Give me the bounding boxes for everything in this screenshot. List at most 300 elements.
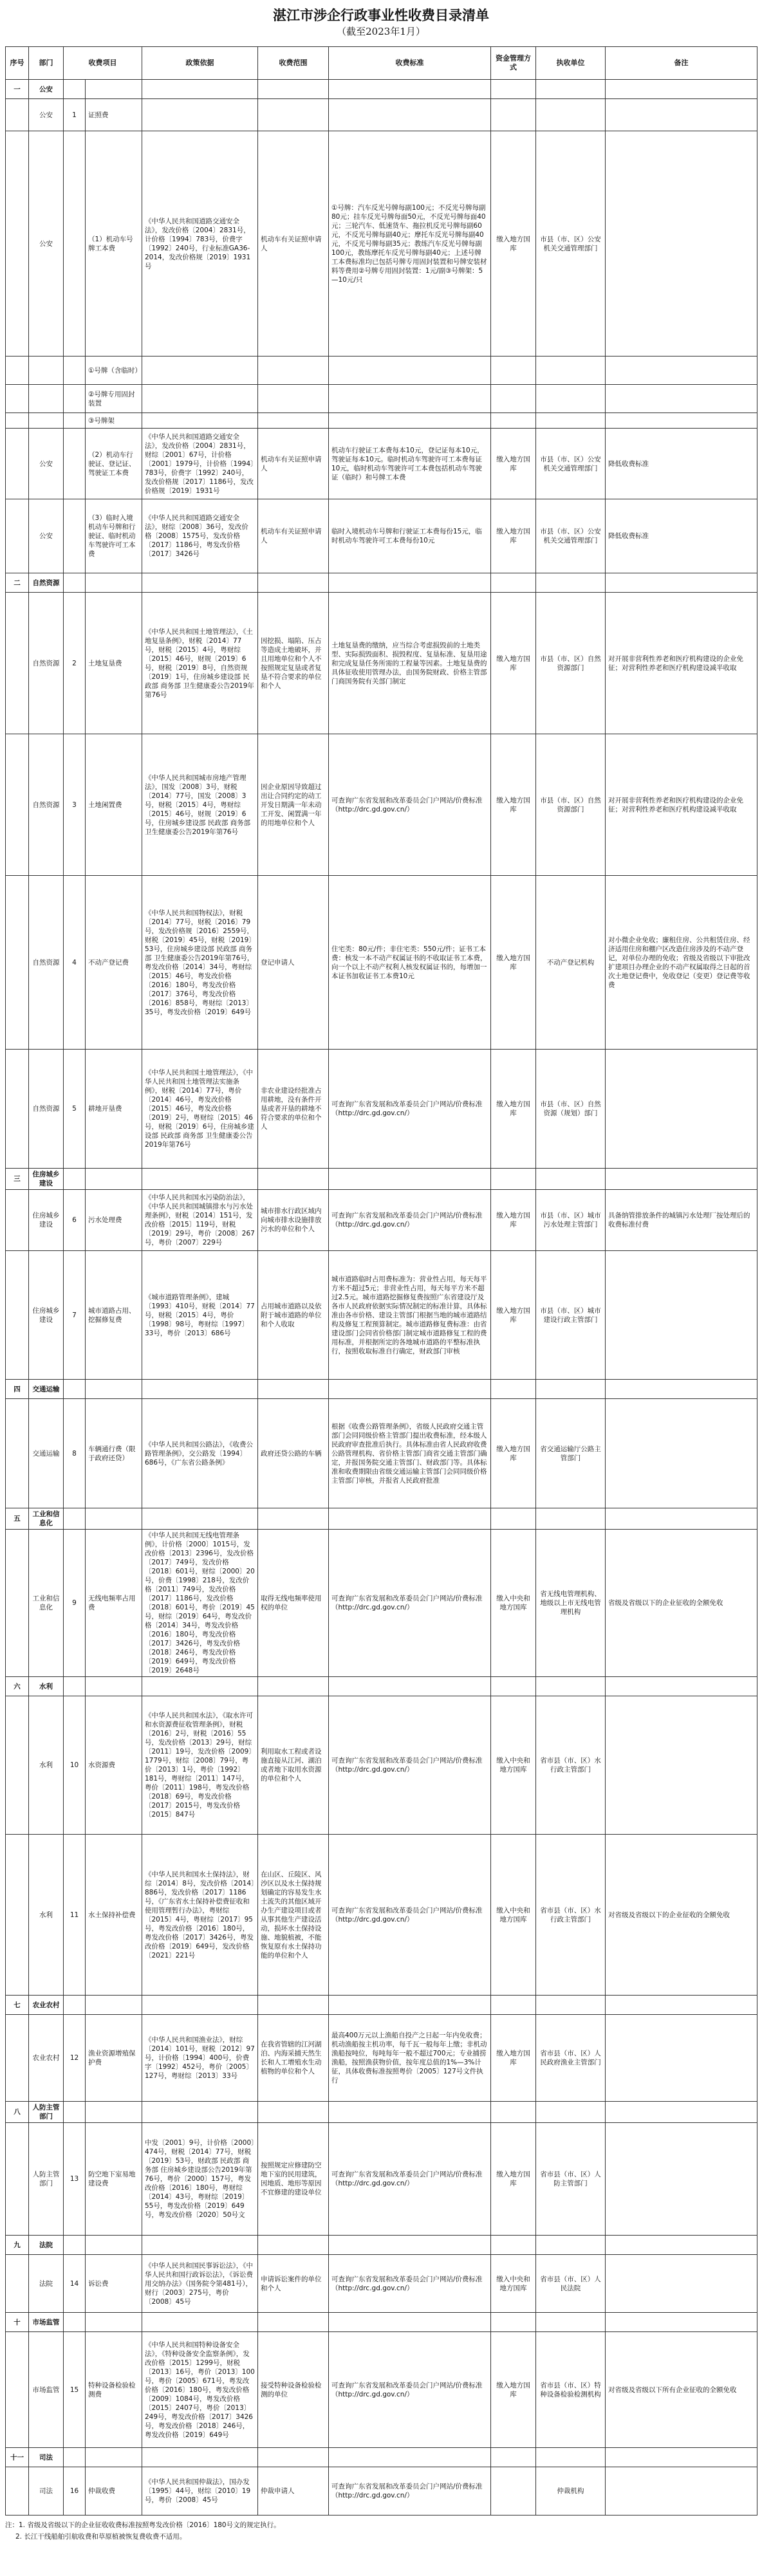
empty-cell	[491, 2236, 536, 2255]
row-no-cell	[6, 734, 29, 876]
table-row	[6, 593, 757, 734]
funds-cell: 缴入地方国库	[491, 1399, 536, 1508]
empty-cell	[536, 80, 606, 99]
empty-cell	[536, 573, 606, 593]
section-row	[6, 1169, 757, 1190]
row-no-cell	[6, 2123, 29, 2236]
remark-cell: 降低收费标准	[606, 499, 757, 573]
empty-cell	[142, 2236, 258, 2255]
funds-cell: 缴入地方国库	[491, 2332, 536, 2448]
section-number: 五	[6, 1508, 29, 1530]
unit-cell	[536, 385, 606, 413]
empty-cell	[142, 573, 258, 593]
empty-cell	[491, 80, 536, 99]
empty-cell	[64, 2236, 86, 2255]
standard-cell: 可查询广东省发展和改革委员会门户网站/价费标准（http://drc.gd.gov.cn/）	[329, 1190, 491, 1251]
scope-cell: 利用取水工程或者设施直接从江河、湖泊或者地下取用水资源的单位和个人	[258, 1696, 329, 1835]
dept-cell: 公安	[29, 131, 64, 357]
empty-cell	[536, 2236, 606, 2255]
section-name: 自然资源	[29, 573, 64, 593]
document-subtitle: （截至2023年1月）	[337, 26, 425, 37]
scope-cell: 非农业建设经批准占用耕地，没有条件开垦或者开垦的耕地不符合要求的单位和个人	[258, 1050, 329, 1169]
table-row	[6, 499, 757, 573]
standard-cell: 可查询广东省发展和改革委员会门户网站/价费标准（http://drc.gd.gov.cn/）	[329, 1530, 491, 1677]
empty-cell	[86, 80, 142, 99]
basis-cell	[142, 385, 258, 413]
empty-cell	[258, 1996, 329, 2015]
row-no-cell	[6, 1399, 29, 1508]
scope-cell: 申请诉讼案件的单位和个人	[258, 2255, 329, 2313]
empty-cell	[329, 1996, 491, 2015]
empty-cell	[536, 1508, 606, 1530]
section-row	[6, 1380, 757, 1399]
funds-cell: 缴入地方国库	[491, 876, 536, 1050]
empty-cell	[606, 1996, 757, 2015]
empty-cell	[606, 2102, 757, 2123]
scope-cell: 因挖损、塌陷、压占等造成土地破坏，并且用地单位和个人不按照规定复垦或者复垦不符合要求的单位和个人	[258, 593, 329, 734]
index-cell: 10	[64, 1696, 86, 1835]
standard-cell: 城市道路临时占用费标准为：营业性占用，每天每平方米不超过5元；非营业性占用，每天每平方米不超过2.5元。城市道路挖掘修复费按照广东省建设厅及各市人民政府依据实际情况制定的标准计算，具体标准由各市价格、建设主管部门根据当地的城市道路结构及修复工程预算制定。城市道路修复费标准：由省建设部门会同省价格部门制定城市道路修复工程的费用标准，并根据所定的各地城市道路的平整标准执行，按照收取标准自行确定，财政部门审核	[329, 1251, 491, 1380]
scope-cell: 在山区、丘陵区、风沙区以及水土保持规划确定的容易发生水土流失的其他区域开办生产建设项目或者从事其他生产建设活动，损坏水土保持设施、地貌植被，不能恢复原有水土保持功能的单位和个人	[258, 1835, 329, 1996]
empty-cell	[329, 1169, 491, 1190]
funds-cell: 缴入地方国库	[491, 131, 536, 357]
item-cell: ③号牌架	[86, 413, 142, 429]
empty-cell	[258, 1169, 329, 1190]
funds-cell: 缴入地方国库	[491, 1050, 536, 1169]
empty-cell	[142, 1380, 258, 1399]
table-row	[6, 99, 757, 131]
item-cell: 土地闲置费	[86, 734, 142, 876]
item-cell: 诉讼费	[86, 2255, 142, 2313]
item-cell: ②号牌专用固封装置	[86, 385, 142, 413]
basis-cell: 《中华人民共和国渔业法》，财综〔2014〕101号，财税〔2012〕97号，计价格〔1994〕400号，价费字〔1992〕452号，粤价〔2005〕127号，粤财综〔2013〕33号	[142, 2015, 258, 2102]
scope-cell: 取得无线电频率使用权的单位	[258, 1530, 329, 1677]
index-cell: 7	[64, 1251, 86, 1380]
basis-cell: 《中华人民共和国特种设备安全法》，《特种设备安全监察条例》，发改价格〔2015〕1299号，财税〔2013〕16号，粤价〔2013〕100号，粤价〔2005〕671号，粤发改价格〔2016〕180号，粤发改价格〔2009〕1084号，粤发改价格〔2015〕2407号，粤价〔2013〕249号，粤发改价格〔2017〕3426号，粤发改价格〔2018〕246号，粤发改价格〔2019〕649号	[142, 2332, 258, 2448]
empty-cell	[258, 1380, 329, 1399]
empty-cell	[258, 1508, 329, 1530]
standard-cell: 根据《收费公路管理条例》，省级人民政府交通主管部门会同同级价格主管部门提出收费标准，经本级人民政府审查批准后执行。具体标准由省人民政府收费公路管理机构、省价格主管部门商省交通主管部门确定，并报国务院交通主管部门、财政部门等。具体标准和收费期限由省级交通运输主管部门会同同级价格主管部门审核，并报省人民政府批准	[329, 1399, 491, 1508]
empty-cell	[606, 2448, 757, 2467]
table-row	[6, 385, 757, 413]
scope-cell: 仲裁申请人	[258, 2467, 329, 2516]
remark-cell	[606, 2123, 757, 2236]
basis-cell: 《中华人民共和国水法》，《取水许可和水资源费征收管理条例》，财税〔2016〕2号，财税〔2016〕55号，发改价格〔2013〕29号，财综〔2011〕19号，发改价格〔2009〕1779号，财综〔2008〕79号，粤价〔2013〕1号，粤价〔1992〕181号，粤财综〔2011〕147号，粤价〔2011〕198号，粤发改价格〔2018〕69号，粤发改价格〔2017〕2015号，粤发改价格〔2015〕847号	[142, 1696, 258, 1835]
section-row	[6, 2313, 757, 2332]
basis-cell: 《中华人民共和国公路法》，《收费公路管理条例》，交公路发〔1994〕686号，《广东省公路条例》	[142, 1399, 258, 1508]
dept-cell: 自然资源	[29, 1050, 64, 1169]
empty-cell	[86, 1380, 142, 1399]
item-cell: 特种设备检验检测费	[86, 2332, 142, 2448]
empty-cell	[606, 1508, 757, 1530]
table-row	[6, 1399, 757, 1508]
section-row	[6, 2102, 757, 2123]
standard-cell: 临时入境机动车号牌和行驶证工本费每份15元，临时机动车驾驶许可工本费每份10元	[329, 499, 491, 573]
table-row	[6, 131, 757, 357]
remark-cell: 降低收费标准	[606, 429, 757, 499]
item-cell: 不动产登记费	[86, 876, 142, 1050]
unit-cell: 省交通运输厅公路主管部门	[536, 1399, 606, 1508]
section-row	[6, 573, 757, 593]
standard-cell: 机动车行驶证工本费每本10元，登记证每本10元，驾驶证每本10元。临时机动车驾驶许可工本费每证10元，临时机动车驾驶许可工本费包括机动车驾驶证（临时）和号牌工本费	[329, 429, 491, 499]
empty-cell	[86, 2313, 142, 2332]
empty-cell	[86, 1508, 142, 1530]
funds-cell: 缴入地方国库	[491, 2015, 536, 2102]
index-cell	[64, 429, 86, 499]
unit-cell: 市县（市、区）自然资源部门	[536, 734, 606, 876]
section-name: 农业农村	[29, 1996, 64, 2015]
index-cell	[64, 357, 86, 385]
basis-cell	[142, 357, 258, 385]
document-title: 湛江市涉企行政事业性收费目录清单	[273, 7, 489, 23]
section-number: 二	[6, 573, 29, 593]
table-row	[6, 1696, 757, 1835]
remark-cell	[606, 357, 757, 385]
index-cell: 13	[64, 2123, 86, 2236]
dept-cell: 市场监管	[29, 2332, 64, 2448]
unit-cell: 仲裁机构	[536, 2467, 606, 2516]
standard-cell: 可查询广东省发展和改革委员会门户网站/价费标准（http://drc.gd.gov.cn/）	[329, 2332, 491, 2448]
row-no-cell	[6, 2467, 29, 2516]
row-no-cell	[6, 413, 29, 429]
row-no-cell	[6, 593, 29, 734]
basis-cell: 《中华人民共和国土地管理法》，《中华人民共和国土地管理法实施条例》，财税〔2014〕77号，粤价〔2014〕46号，粤发改价格〔2015〕46号，粤发改价格〔2019〕2号，粤财综〔2015〕46号，财税〔2019〕6号，住房城乡建设部 民政部 商务部 卫生健康委公告2019年第76号	[142, 1050, 258, 1169]
table-row	[6, 2015, 757, 2102]
row-no-cell	[6, 499, 29, 573]
unit-cell: 市县（市、区）公安机关交通管理部门	[536, 131, 606, 357]
dept-cell	[29, 413, 64, 429]
header-funds: 资金管理方式	[491, 47, 536, 80]
empty-cell	[86, 1169, 142, 1190]
row-no-cell	[6, 357, 29, 385]
empty-cell	[64, 80, 86, 99]
section-row	[6, 1508, 757, 1530]
empty-cell	[142, 2102, 258, 2123]
unit-cell: 省市县（市、区）特种设备检验检测机构	[536, 2332, 606, 2448]
empty-cell	[606, 80, 757, 99]
unit-cell: 省市县（市、区）人民法院	[536, 2255, 606, 2313]
empty-cell	[64, 1677, 86, 1696]
basis-cell: 《中华人民共和国道路交通安全法》，发改价格〔2004〕2831号，计价格〔1994〕783号，价费字〔1992〕240号，行业标准GA36-2014，发改价格规〔2019〕1931号	[142, 131, 258, 357]
remark-cell	[606, 131, 757, 357]
item-cell: ①号牌（含临时）	[86, 357, 142, 385]
standard-cell: 住宅类：80元/件；非住宅类：550元/件；证书工本费：核发一本不动产权属证书的不收取证书工本费，向一个以上不动产权利人核发权属证书的，每增加一本证书加收证书工本费10元	[329, 876, 491, 1050]
header-unit: 执收单位	[536, 47, 606, 80]
basis-cell: 中发〔2001〕9号，计价格〔2000〕474号，财税〔2014〕77号，财税〔2019〕53号，财政部 民政部 商务部 住房城乡建设部公告2019年第76号，粤价〔2000〕157号，粤发改价格〔2016〕180号，粤财综〔2014〕43号，粤财综〔2019〕55号，粤发改价格〔2019〕649号，粤发改价格〔2020〕50号文	[142, 2123, 258, 2236]
basis-cell: 《中华人民共和国水土保持法》，财综〔2014〕8号，发改价格〔2014〕886号，发改价格〔2017〕1186号，《广东省水土保持补偿费征收和使用管理暂行办法》，粤财综〔2015〕4号，粤财综〔2017〕95号，粤发改价格〔2016〕180号，粤发改价格〔2017〕3426号，粤发改价格〔2019〕649号，发改价格〔2021〕221号	[142, 1835, 258, 1996]
empty-cell	[64, 2102, 86, 2123]
header-standard: 收费标准	[329, 47, 491, 80]
header-remark: 备注	[606, 47, 757, 80]
item-cell: 水土保持补偿费	[86, 1835, 142, 1996]
table-row	[6, 357, 757, 385]
table-row	[6, 876, 757, 1050]
header-no: 序号	[6, 47, 29, 80]
fee-table	[5, 46, 757, 2516]
table-header-row	[6, 47, 757, 80]
unit-cell: 省无线电管理机构、地级以上市无线电管理机构	[536, 1530, 606, 1677]
empty-cell	[86, 1677, 142, 1696]
empty-cell	[258, 573, 329, 593]
table-row	[6, 1251, 757, 1380]
index-cell: 1	[64, 99, 86, 131]
row-no-cell	[6, 876, 29, 1050]
header-basis: 政策依据	[142, 47, 258, 80]
row-no-cell	[6, 1696, 29, 1835]
scope-cell: 机动车有关证照申请人	[258, 499, 329, 573]
section-name: 水利	[29, 1677, 64, 1696]
row-no-cell	[6, 2015, 29, 2102]
empty-cell	[329, 2448, 491, 2467]
unit-cell	[536, 99, 606, 131]
funds-cell	[491, 413, 536, 429]
scope-cell: 在我省管辖的江河湖泊、内海采捕天然生长和人工增殖水生动植物的单位和个人	[258, 2015, 329, 2102]
scope-cell: 占用城市道路以及依附于城市道路的单位和个人收取	[258, 1251, 329, 1380]
index-cell	[64, 499, 86, 573]
section-number: 七	[6, 1996, 29, 2015]
scope-cell	[258, 385, 329, 413]
empty-cell	[536, 2448, 606, 2467]
scope-cell: 机动车有关证照申请人	[258, 131, 329, 357]
empty-cell	[86, 2102, 142, 2123]
section-row	[6, 1677, 757, 1696]
standard-cell: 可查询广东省发展和改革委员会门户网站/价费标准（http://drc.gd.gov.cn/）	[329, 2467, 491, 2516]
dept-cell: 公安	[29, 499, 64, 573]
unit-cell: 市县（市、区）公安机关交通管理部门	[536, 499, 606, 573]
section-number: 四	[6, 1380, 29, 1399]
empty-cell	[142, 80, 258, 99]
remark-cell	[606, 99, 757, 131]
empty-cell	[606, 1169, 757, 1190]
empty-cell	[329, 1677, 491, 1696]
basis-cell	[142, 99, 258, 131]
funds-cell: 缴入中央和地方国库	[491, 1835, 536, 1996]
row-no-cell	[6, 1251, 29, 1380]
empty-cell	[329, 1508, 491, 1530]
index-cell: 12	[64, 2015, 86, 2102]
scope-cell: 政府还贷公路的车辆	[258, 1399, 329, 1508]
item-cell: 土地复垦费	[86, 593, 142, 734]
basis-cell: 《中华人民共和国水污染防治法》，《中华人民共和国城镇排水与污水处理条例》，财税〔2014〕151号，发改价格〔2015〕119号，财税〔2019〕29号，粤价〔2008〕267号，粤价〔2007〕229号	[142, 1190, 258, 1251]
header-scope: 收费范围	[258, 47, 329, 80]
standard-cell: 土地复垦费的缴纳，应当综合考虑损毁前的土地类型、实际损毁面积、损毁程度、复垦标准、复垦用途和完成复垦任务所需的工程量等因素。土地复垦费的具体征收使用管理办法，由国务院财政、价格主管部门商国务院有关部门制定	[329, 593, 491, 734]
scope-cell	[258, 357, 329, 385]
empty-cell	[258, 2102, 329, 2123]
basis-cell: 《中华人民共和国道路交通安全法》，发改价格〔2004〕2831号，财综〔2001〕67号，计价格〔2001〕1979号，计价格〔1994〕783号，价费字〔1992〕240号，发改价格规〔2017〕1186号，发改价格规〔2019〕1931号	[142, 429, 258, 499]
funds-cell: 缴入地方国库	[491, 499, 536, 573]
standard-cell: 可查询广东省发展和改革委员会门户网站/价费标准（http://drc.gd.gov.cn/）	[329, 1050, 491, 1169]
section-name: 住房城乡建设	[29, 1169, 64, 1190]
dept-cell: 住房城乡建设	[29, 1190, 64, 1251]
empty-cell	[86, 573, 142, 593]
remark-cell: 对省级及省级以下所有企业征收的全额免收	[606, 2332, 757, 2448]
empty-cell	[536, 2102, 606, 2123]
item-cell: （3）临时入境机动车号牌和行驶证、临时机动车驾驶许可工本费	[86, 499, 142, 573]
empty-cell	[258, 1677, 329, 1696]
empty-cell	[86, 1996, 142, 2015]
section-row	[6, 1996, 757, 2015]
header-dept: 部门	[29, 47, 64, 80]
section-number: 一	[6, 80, 29, 99]
empty-cell	[142, 2313, 258, 2332]
scope-cell: 城市排水行政区域内向城市排水设施排放污水的单位和个人	[258, 1190, 329, 1251]
empty-cell	[536, 1996, 606, 2015]
index-cell: 16	[64, 2467, 86, 2516]
empty-cell	[64, 2448, 86, 2467]
standard-cell	[329, 385, 491, 413]
dept-cell: 水利	[29, 1835, 64, 1996]
empty-cell	[64, 573, 86, 593]
funds-cell: 缴入地方国库	[491, 734, 536, 876]
empty-cell	[606, 573, 757, 593]
section-number: 八	[6, 2102, 29, 2123]
dept-cell: 工业和信息化	[29, 1530, 64, 1677]
index-cell	[64, 413, 86, 429]
unit-cell: 市县（市、区）城市建设行政主管部门	[536, 1251, 606, 1380]
section-name: 市场监管	[29, 2313, 64, 2332]
dept-cell: 农业农村	[29, 2015, 64, 2102]
index-cell	[64, 131, 86, 357]
standard-cell	[329, 413, 491, 429]
scope-cell: 按照规定应修建防空地下室的民用建筑，因地质、地形等原因不宜修建的建设单位	[258, 2123, 329, 2236]
row-no-cell	[6, 1050, 29, 1169]
funds-cell: 缴入中央和地方国库	[491, 1696, 536, 1835]
funds-cell: 缴入地方国库	[491, 1190, 536, 1251]
row-no-cell	[6, 131, 29, 357]
unit-cell: 不动产登记机构	[536, 876, 606, 1050]
section-row	[6, 2236, 757, 2255]
item-cell: 城市道路占用、挖掘修复费	[86, 1251, 142, 1380]
dept-cell	[29, 385, 64, 413]
remark-cell	[606, 413, 757, 429]
empty-cell	[329, 573, 491, 593]
index-cell	[64, 385, 86, 413]
unit-cell	[536, 413, 606, 429]
row-no-cell	[6, 429, 29, 499]
empty-cell	[258, 2313, 329, 2332]
row-no-cell	[6, 2255, 29, 2313]
standard-cell	[329, 99, 491, 131]
section-number: 三	[6, 1169, 29, 1190]
index-cell: 9	[64, 1530, 86, 1677]
empty-cell	[491, 2448, 536, 2467]
section-row	[6, 2448, 757, 2467]
dept-cell: 住房城乡建设	[29, 1251, 64, 1380]
index-cell: 2	[64, 593, 86, 734]
row-no-cell	[6, 2332, 29, 2448]
empty-cell	[258, 80, 329, 99]
standard-cell: ①号牌：汽车反光号牌每副100元；不反光号牌每副80元；挂车反光号牌每面50元，不反光号牌每面40元；三轮汽车、低速货车、拖拉机反光号牌每副60元，不反光号牌每副40元；摩托车反光号牌每副40元，不反光号牌每副35元；教练汽车反光号牌每副100元，教练摩托车反光号牌每副40元；上述号牌工本费标准均已包括号牌专用固封装置和号牌安装材料等费用②号牌专用固封装置：1元/副③号牌架：5—10元/只	[329, 131, 491, 357]
empty-cell	[142, 1996, 258, 2015]
dept-cell	[29, 357, 64, 385]
empty-cell	[491, 1169, 536, 1190]
index-cell: 5	[64, 1050, 86, 1169]
scope-cell	[258, 99, 329, 131]
index-cell: 8	[64, 1399, 86, 1508]
note-line: 2. 长江干线船舶引航收费和草原植被恢复费收费不适用。	[15, 2533, 187, 2541]
empty-cell	[329, 2236, 491, 2255]
dept-cell: 自然资源	[29, 734, 64, 876]
unit-cell: 市县（市、区）公安机关交通管理部门	[536, 429, 606, 499]
empty-cell	[536, 1169, 606, 1190]
remark-cell: 对开展非营利性养老和医疗机构建设的企业免征；对营利性养老和医疗机构建设减半收取	[606, 734, 757, 876]
remark-cell: 对省级及省级以下的企业征收的全额免收	[606, 1835, 757, 1996]
unit-cell: 市县（市、区）城市污水处理主管部门	[536, 1190, 606, 1251]
scope-cell: 登记申请人	[258, 876, 329, 1050]
empty-cell	[491, 573, 536, 593]
empty-cell	[491, 1677, 536, 1696]
standard-cell: 可查询广东省发展和改革委员会门户网站/价费标准（http://drc.gd.gov.cn/）	[329, 2123, 491, 2236]
item-cell: 污水处理费	[86, 1190, 142, 1251]
section-name: 交通运输	[29, 1380, 64, 1399]
header-item: 收费项目	[64, 47, 142, 80]
empty-cell	[142, 1508, 258, 1530]
section-number: 九	[6, 2236, 29, 2255]
remark-cell	[606, 1251, 757, 1380]
item-cell: （2）机动车行驶证、登记证、驾驶证工本费	[86, 429, 142, 499]
section-name: 司法	[29, 2448, 64, 2467]
remark-cell	[606, 1399, 757, 1508]
empty-cell	[258, 2236, 329, 2255]
table-row	[6, 2467, 757, 2516]
empty-cell	[329, 80, 491, 99]
table-row	[6, 734, 757, 876]
dept-cell: 水利	[29, 1696, 64, 1835]
basis-cell: 《中华人民共和国物权法》，财税〔2014〕77号，财税〔2016〕79号，发改价格规〔2016〕2559号，财税〔2019〕45号，财税〔2019〕53号，住房城乡建设部 民政部 商务部 卫生健康委公告2019年第76号，粤发改价格〔2014〕34号，粤财综〔2015〕46号，粤发改价格〔2016〕180号，粤发改价格〔2017〕376号，粤发改价格〔2016〕858号，粤财综〔2013〕35号，粤发改价格〔2019〕649号	[142, 876, 258, 1050]
unit-cell: 省市县（市、区）水行政主管部门	[536, 1835, 606, 1996]
empty-cell	[536, 1380, 606, 1399]
empty-cell	[329, 2313, 491, 2332]
remark-cell: 对开展非营利性养老和医疗机构建设的企业免征；对营利性养老和医疗机构建设减半收取	[606, 593, 757, 734]
funds-cell	[491, 385, 536, 413]
scope-cell: 因企业原因导致超过出让合同约定的动工开发日期满一年未动工开发、闲置满一年的用地单位和个人	[258, 734, 329, 876]
dept-cell: 人防主管部门	[29, 2123, 64, 2236]
note-line: 注：1. 省级及省级以下的企业征收收费标准按照粤发改价格〔2016〕180号文的规定执行。	[5, 2521, 281, 2529]
empty-cell	[64, 2313, 86, 2332]
row-no-cell	[6, 385, 29, 413]
table-row	[6, 413, 757, 429]
item-cell: （1）机动车号牌工本费	[86, 131, 142, 357]
empty-cell	[606, 2236, 757, 2255]
basis-cell: 《中华人民共和国土地管理法》，《土地复垦条例》，财税〔2014〕77号，财税〔2015〕4号，粤财综〔2015〕46号，财规〔2019〕6号，财税〔2019〕8号，自然资规〔2019〕1号，住房城乡建设部 民政部 商务部 卫生健康委公告2019年第76号	[142, 593, 258, 734]
empty-cell	[142, 2448, 258, 2467]
standard-cell: 可查询广东省发展和改革委员会门户网站/价费标准（http://drc.gd.gov.cn/）	[329, 1835, 491, 1996]
table-row	[6, 1530, 757, 1677]
empty-cell	[258, 2448, 329, 2467]
index-cell: 6	[64, 1190, 86, 1251]
item-cell: 渔业资源增殖保护费	[86, 2015, 142, 2102]
empty-cell	[536, 2313, 606, 2332]
empty-cell	[86, 2448, 142, 2467]
unit-cell: 省市县（市、区）水行政主管部门	[536, 1696, 606, 1835]
dept-cell: 公安	[29, 429, 64, 499]
remark-cell	[606, 385, 757, 413]
section-number: 十一	[6, 2448, 29, 2467]
funds-cell: 缴入地方国库	[491, 2123, 536, 2236]
index-cell: 14	[64, 2255, 86, 2313]
empty-cell	[329, 2102, 491, 2123]
scope-cell	[258, 413, 329, 429]
empty-cell	[606, 1677, 757, 1696]
section-name: 公安	[29, 80, 64, 99]
funds-cell: 缴入地方国库	[491, 429, 536, 499]
index-cell: 4	[64, 876, 86, 1050]
index-cell: 11	[64, 1835, 86, 1996]
basis-cell: 《中华人民共和国民事诉讼法》，《中华人民共和国行政诉讼法》，《诉讼费用交纳办法》（国务院令第481号），财行〔2003〕275号，粤价〔2008〕45号	[142, 2255, 258, 2313]
empty-cell	[142, 1677, 258, 1696]
section-number: 十	[6, 2313, 29, 2332]
table-row	[6, 2255, 757, 2313]
